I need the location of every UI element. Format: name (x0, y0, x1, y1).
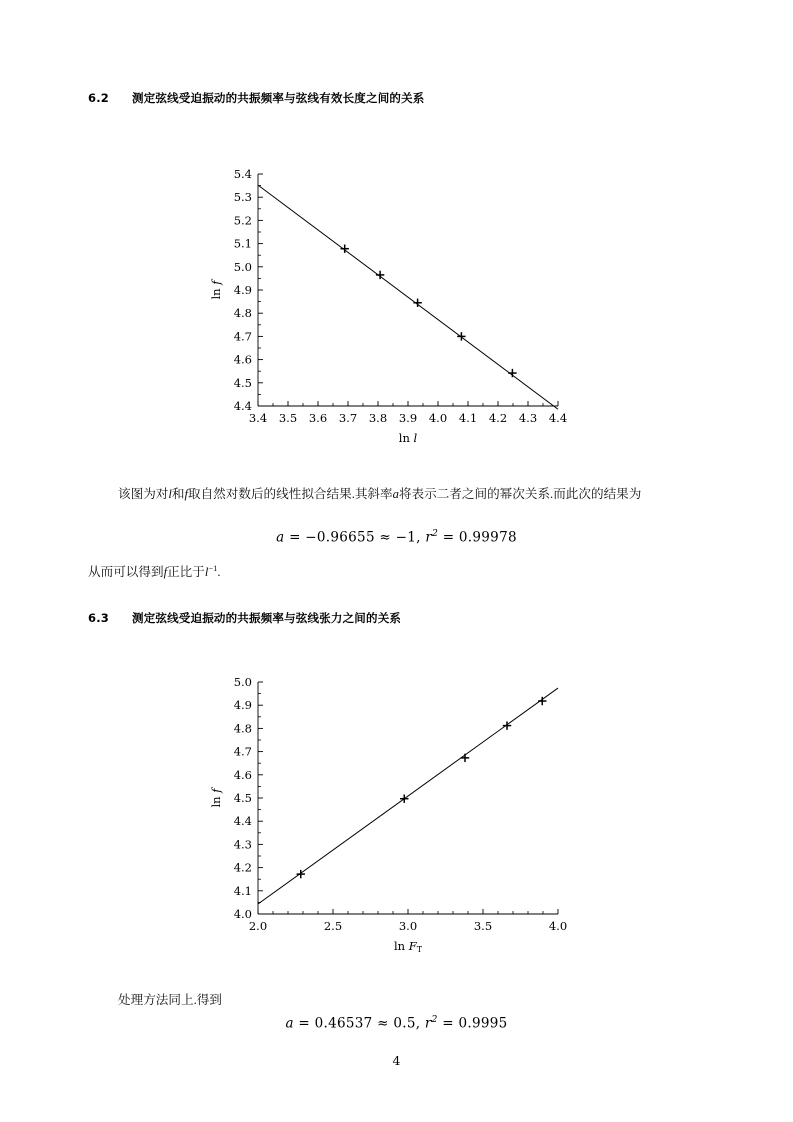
figure-ln-ft-vs-ln-f (196, 668, 586, 958)
para1-var-f: f (184, 487, 188, 501)
x-axis-title: ln l (398, 431, 418, 445)
svg-text:4.9: 4.9 (233, 283, 252, 297)
eq1-equals: = (284, 529, 306, 546)
svg-text:3.6: 3.6 (308, 411, 328, 425)
svg-text:4.2: 4.2 (233, 860, 252, 875)
svg-text:2.5: 2.5 (323, 919, 343, 933)
figure-ln-l-vs-ln-f (196, 160, 586, 450)
svg-text:4.8: 4.8 (233, 306, 252, 321)
svg-text:3.0: 3.0 (398, 919, 418, 933)
para1-text-2: 和 (171, 487, 185, 501)
svg-text:5.0: 5.0 (233, 259, 252, 274)
eq1-r-equals: = (438, 529, 459, 546)
svg-text:5.0: 5.0 (233, 675, 252, 689)
para2-var-l: l (204, 565, 209, 580)
para2-exponent: −1 (208, 563, 218, 573)
svg-text:3.5: 3.5 (473, 919, 493, 933)
svg-text:3.4: 3.4 (248, 411, 268, 425)
paragraph-conclusion-1 (88, 558, 508, 582)
svg-text:5.1: 5.1 (233, 236, 252, 251)
eq1-approx-value: −1, (395, 529, 421, 546)
eq2-r-var: r (424, 1015, 432, 1032)
eq1-r-var: r (425, 529, 433, 546)
section-heading-6-2 (88, 90, 425, 106)
svg-text:4.8: 4.8 (233, 721, 252, 736)
section-title-6-3: 测定弦线受迫振动的共振频率与弦线张力之间的关系 (132, 611, 402, 625)
eq2-r-exponent: 2 (431, 1015, 438, 1025)
svg-text:2.0: 2.0 (248, 919, 268, 933)
para1-var-a: a (392, 487, 399, 501)
para1-var-l: l (168, 487, 172, 501)
svg-text:3.7: 3.7 (338, 411, 358, 425)
data-point-marker (538, 697, 546, 705)
para2-text-3: . (217, 565, 221, 580)
paragraph-explanation-2: 处理方法同上.得到 (118, 993, 222, 1007)
svg-text:3.9: 3.9 (398, 411, 418, 425)
svg-text:4.3: 4.3 (518, 411, 538, 425)
para2-text-2: 正比于 (167, 565, 205, 580)
chart-ln-ft-plot (196, 668, 586, 958)
svg-text:4.5: 4.5 (233, 375, 252, 390)
eq2-approx-value: 0.5, (393, 1015, 421, 1032)
eq2-equals: = (293, 1015, 315, 1032)
svg-text:4.0: 4.0 (548, 919, 568, 933)
para1-text-1: 该图为对 (118, 487, 169, 501)
data-point-marker (461, 754, 469, 762)
eq1-var-a: a (276, 529, 285, 546)
section-number-6-3: 6.3 (88, 611, 109, 625)
svg-text:4.4: 4.4 (233, 814, 252, 829)
svg-text:5.2: 5.2 (233, 213, 252, 228)
eq2-r-value: 0.9995 (458, 1015, 508, 1032)
data-point-marker (413, 299, 421, 307)
para1-text-3: 取自然对数后的线性拟合结果.其斜率 (187, 487, 393, 501)
svg-text:4.6: 4.6 (233, 767, 252, 782)
svg-text:4.1: 4.1 (233, 883, 252, 898)
para1-text-4: 将表示二者之间的幂次关系.而此次的结果为 (398, 487, 642, 501)
svg-text:4.2: 4.2 (488, 411, 508, 425)
svg-text:4.7: 4.7 (233, 744, 252, 759)
svg-text:4.4: 4.4 (233, 399, 252, 413)
svg-text:4.9: 4.9 (233, 698, 252, 713)
section-title-6-2: 测定弦线受迫振动的共振频率与弦线有效长度之间的关系 (132, 91, 425, 105)
paragraph-explanation-1 (88, 484, 706, 504)
svg-text:5.4: 5.4 (233, 167, 252, 181)
svg-text:4.1: 4.1 (458, 411, 478, 425)
svg-text:4.7: 4.7 (233, 329, 252, 344)
section-heading-6-3 (88, 610, 401, 626)
page-number: 4 (392, 1053, 401, 1068)
svg-text:3.8: 3.8 (368, 411, 388, 425)
eq1-approx-sign: ≈ (374, 529, 396, 546)
svg-text:5.3: 5.3 (233, 190, 252, 205)
y-axis-title: ln f (209, 280, 223, 300)
equation-slope-1 (0, 529, 793, 546)
svg-text:4.4: 4.4 (548, 411, 568, 425)
eq1-value: −0.96655 (305, 529, 375, 546)
equation-slope-2 (0, 1015, 793, 1032)
y-axis-title: ln f (209, 788, 223, 808)
eq1-r-value: 0.99978 (458, 529, 517, 546)
svg-text:4.3: 4.3 (233, 837, 252, 852)
data-point-marker (400, 794, 408, 802)
x-axis-title: ln FT (393, 939, 423, 954)
svg-text:4.6: 4.6 (233, 352, 252, 367)
para2-var-f: f (163, 565, 168, 580)
chart-ln-l-plot (196, 160, 586, 450)
section-number-6-2: 6.2 (88, 91, 109, 105)
svg-text:4.0: 4.0 (428, 411, 448, 425)
eq2-r-equals: = (437, 1015, 459, 1032)
eq1-r-exponent: 2 (432, 529, 439, 539)
data-point-marker (376, 271, 384, 279)
svg-text:3.5: 3.5 (278, 411, 298, 425)
eq2-approx-sign: ≈ (372, 1015, 394, 1032)
data-point-marker (508, 369, 516, 377)
eq2-var-a: a (285, 1015, 294, 1032)
para2-text-1: 从而可以得到 (88, 565, 164, 580)
eq2-value: 0.46537 (314, 1015, 373, 1032)
svg-text:4.0: 4.0 (233, 907, 252, 921)
svg-text:4.5: 4.5 (233, 791, 252, 805)
